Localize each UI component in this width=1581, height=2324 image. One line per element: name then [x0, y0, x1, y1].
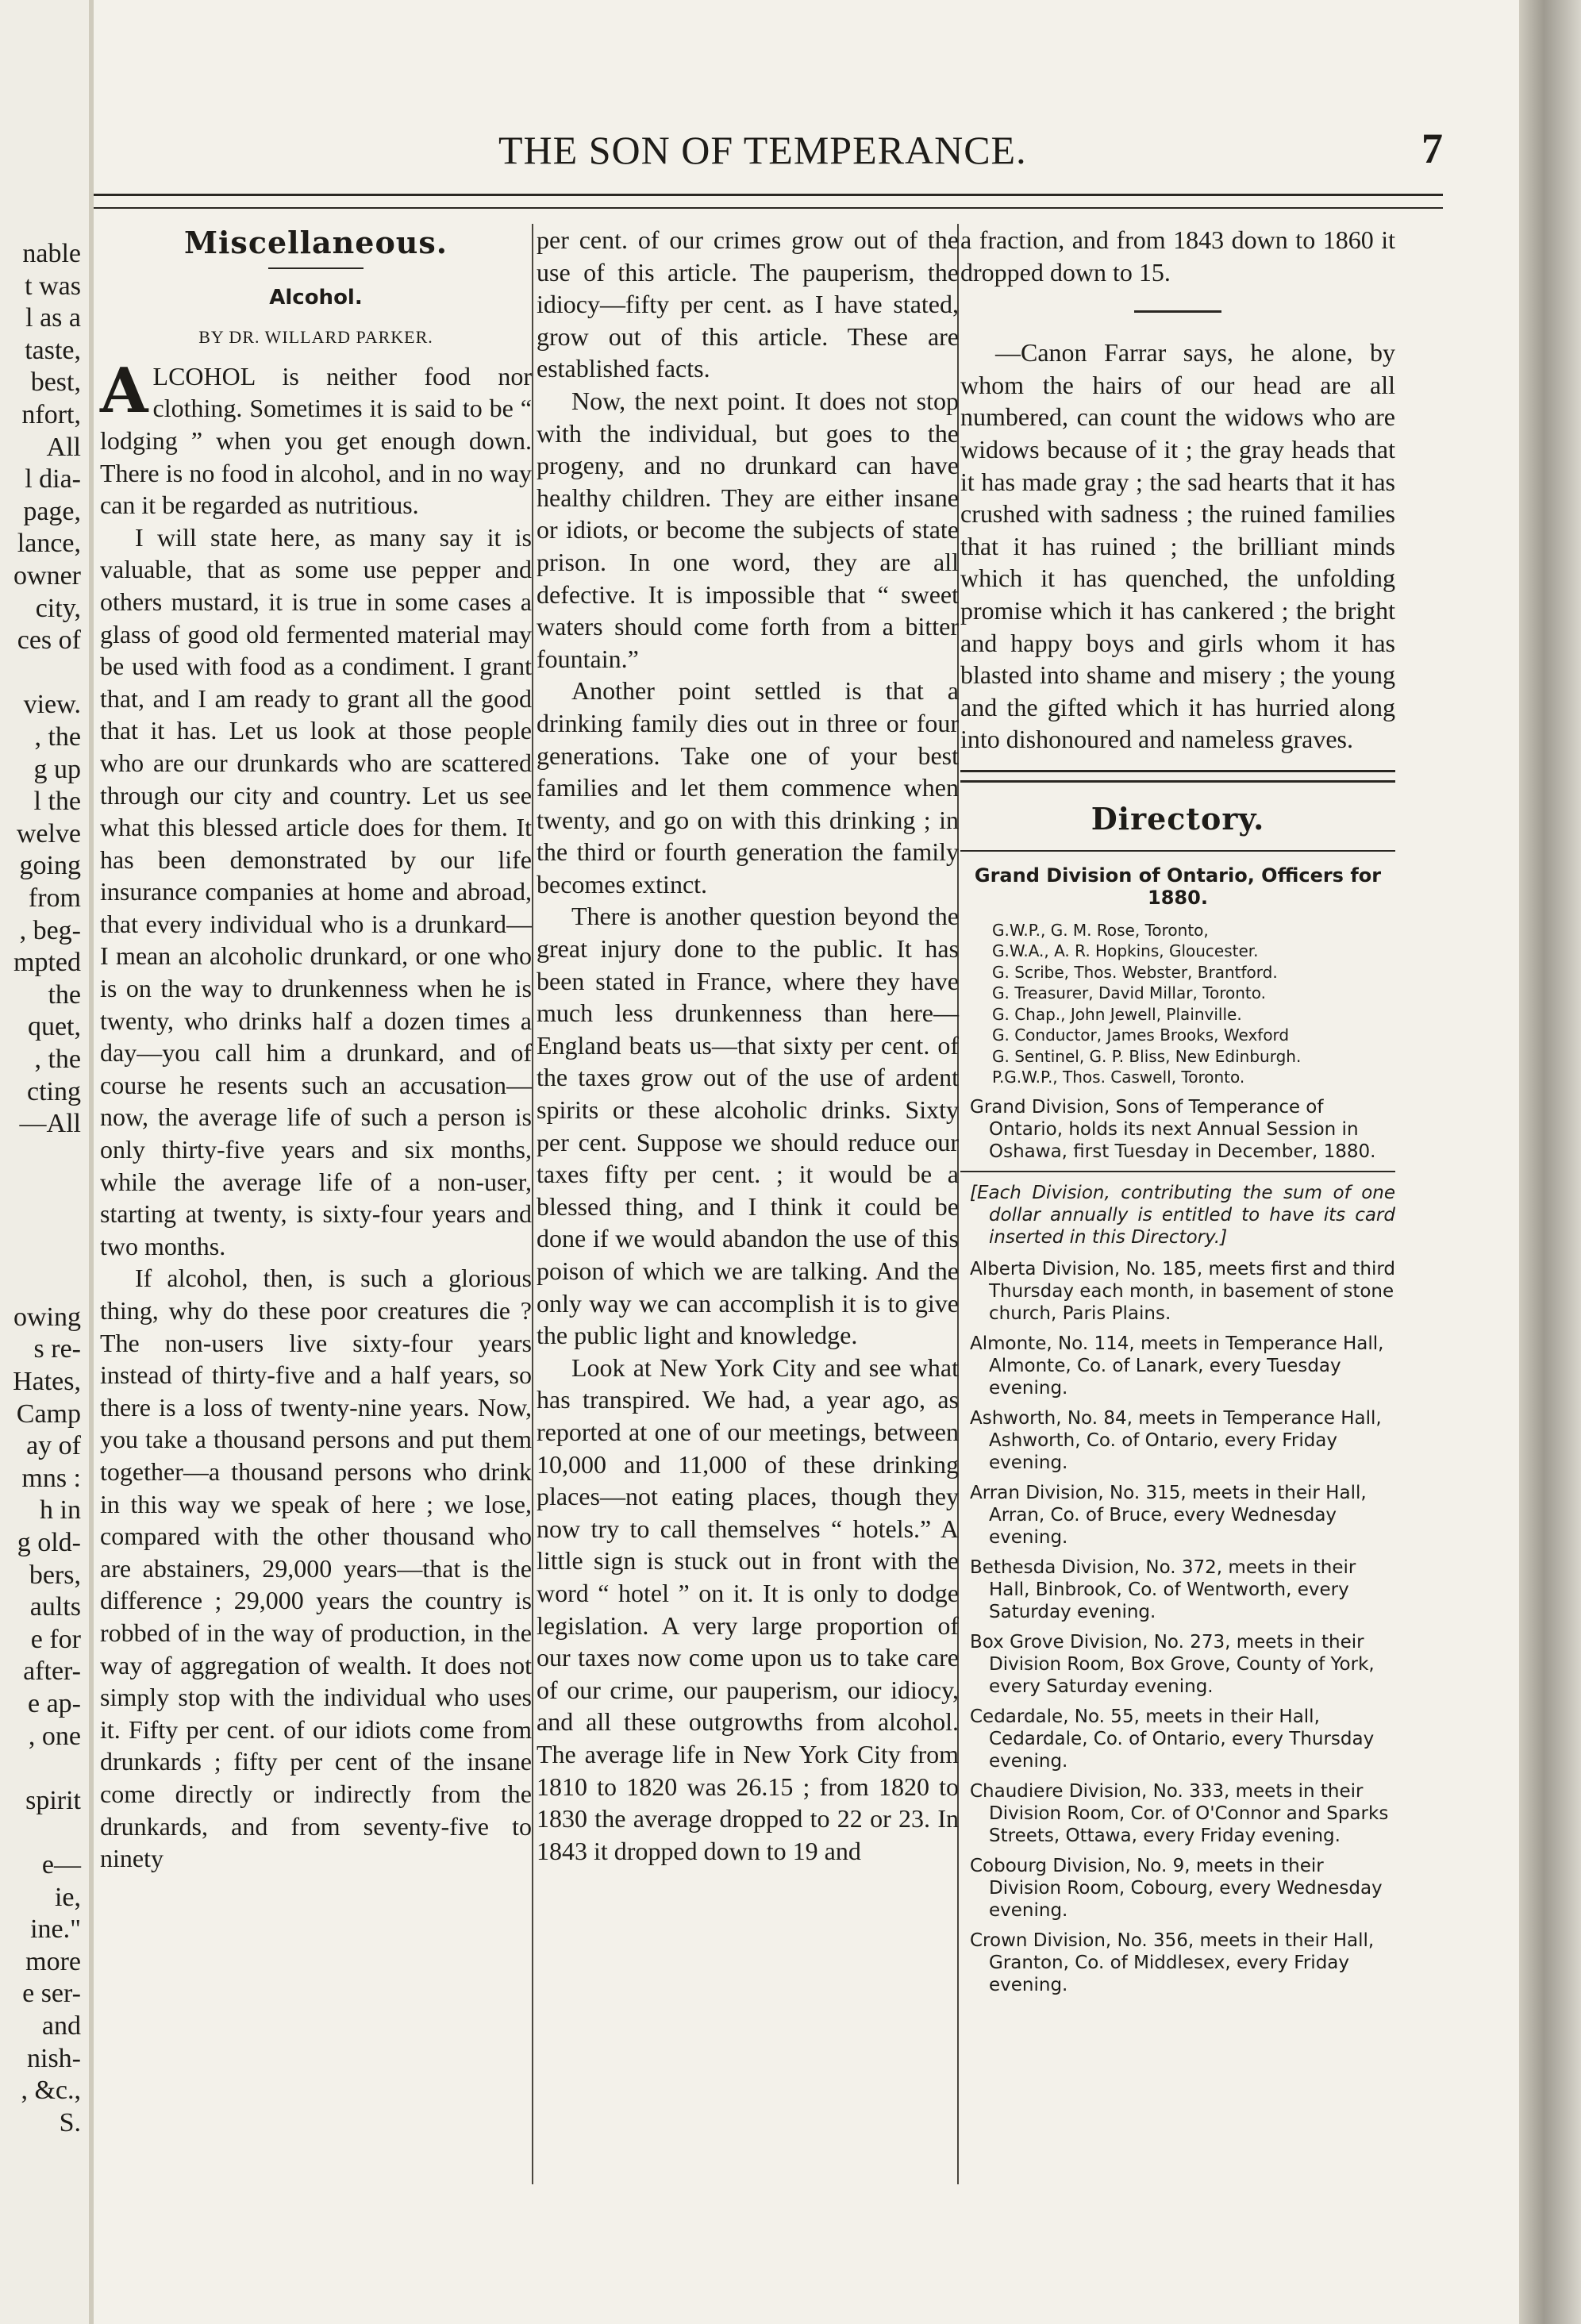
book-edge — [1519, 0, 1581, 2324]
adjacent-page-fragment: welve — [16, 818, 81, 848]
separator-rule — [1134, 310, 1221, 313]
officer-line: G. Treasurer, David Millar, Toronto. — [992, 983, 1267, 1002]
adjacent-page-fragment: ces of — [17, 625, 81, 656]
directory-block — [960, 864, 1395, 1996]
adjacent-page-fragment: e for — [30, 1624, 81, 1654]
section-heading-directory: Directory. — [1091, 800, 1265, 837]
directory-entry: Cobourg Division, No. 9, meets in their Division Room, Cobourg, every Wednesday evening. — [970, 1855, 1383, 1921]
grand-division-title: Grand Division of Ontario, Officers for 1880. — [974, 864, 1382, 909]
adjacent-page-fragment: Camp — [16, 1399, 81, 1429]
article-paragraph: If alcohol, then, is such a glorious thing, why do these poor creatures die ? The non-users live sixty-four years instead of thirty-five and a half years, so there is a loss of twenty-nine years. Now, you take a thousand persons and put them together—a thousand persons who drink in this way we speak of here ; we lose, compared with the other thousand who are abstainers, 29,000 years—that is the difference ; 29,000 years the country is robbed of in the way of production, in the way of aggregation of wealth. It does not simply stop with the individual who uses it. Fifty per cent. of our idiots come from drunkards ; fifty per cent of the insane come directly or indirectly from the drunkards, and from seventy-five to ninety — [100, 1264, 532, 1873]
adjacent-page-strip — [0, 0, 94, 2324]
article-paragraph: I will state here, as many say it is valuable, that as some use pepper and others mustard, it is true in some cases a glass of good old fermented material may be used with food as a condiment. I grant that, and I am ready to grant all the good that it has. Let us look at those people who are our drunkards who are scattered through our city and country. Let us see what this blessed article does for them. It has been demonstrated by our life insurance companies at home and abroad, that every individual who is a drunkard—I mean an alcoholic drunkard, or one who is on the way to drunkenness when he is twenty, who drinks half a dozen times a day—you call him a drunkard, and of course he resents such an accusation—now, the average life of such a person is only thirty-five years and six months, while the average life of a non-user, starting at twenty, is sixty-four years and two months. — [100, 522, 532, 1260]
officer-line: G. Chap., John Jewell, Plainville. — [992, 1004, 1242, 1024]
adjacent-page-fragment: g up — [33, 754, 81, 784]
column-1 — [100, 224, 532, 1875]
directory-entry: Chaudiere Division, No. 333, meets in their Division Room, Cor. of O'Connor and Sparks Streets, Ottawa, every Friday evening. — [970, 1780, 1389, 1846]
adjacent-page-fragment: Hates, — [13, 1367, 81, 1396]
adjacent-page-fragment: l dia- — [25, 464, 81, 494]
adjacent-page-fragment: S. — [59, 2107, 81, 2137]
adjacent-page-fragment: , &c., — [21, 2076, 81, 2106]
adjacent-page-fragment: ie, — [54, 1882, 81, 1912]
column-3 — [960, 224, 1395, 2004]
byline: BY DR. WILLARD PARKER. — [198, 327, 433, 348]
article-paragraph: per cent. of our crimes grow out of the use of this article. The pauperism, the idiocy—fifty per cent. as I have stated, grow out of this article. These are established facts. — [537, 225, 959, 383]
adjacent-page-fragment: view. — [23, 690, 81, 720]
adjacent-page-fragment: mns : — [21, 1463, 81, 1493]
directory-entry: Bethesda Division, No. 372, meets in their Hall, Binbrook, Co. of Wentworth, every Saturday evening. — [970, 1556, 1356, 1622]
adjacent-page-fragment: All — [46, 432, 81, 462]
article-title: Alcohol. — [269, 285, 363, 310]
section-heading-miscellaneous: Miscellaneous. — [183, 225, 448, 260]
double-rule — [960, 770, 1395, 783]
adjacent-page-fragment: ay of — [26, 1431, 81, 1461]
adjacent-page-fragment: , one — [28, 1721, 81, 1751]
directory-entry: Ashworth, No. 84, meets in Temperance Hall, Ashworth, Co. of Ontario, every Friday evening. — [970, 1407, 1382, 1473]
adjacent-page-fragment: owner — [13, 561, 81, 591]
newspaper-page — [94, 0, 1519, 2324]
adjacent-page-fragment: best, — [30, 367, 81, 398]
adjacent-page-fragment: the — [48, 979, 81, 1010]
adjacent-page-fragment: t was — [25, 271, 81, 301]
running-head — [94, 127, 1443, 183]
adjacent-page-fragment: e ser- — [22, 1979, 81, 2009]
adjacent-page-fragment: nable — [22, 239, 81, 268]
officer-line: G.W.P., G. M. Rose, Toronto, — [992, 920, 1209, 940]
adjacent-page-fragment: , the — [34, 722, 81, 752]
drop-cap: A — [100, 354, 148, 427]
page-number: 7 — [1421, 125, 1443, 172]
adjacent-page-fragment: —All — [19, 1109, 81, 1139]
adjacent-page-fragment: mpted — [13, 948, 81, 978]
adjacent-page-fragment: bers, — [29, 1560, 81, 1590]
directory-rule — [960, 850, 1395, 852]
officer-line: G.W.A., A. R. Hopkins, Gloucester. — [992, 941, 1259, 960]
article-paragraph: Look at New York City and see what has transpired. We had, a year ago, as reported at one of our meetings, between 10,000 and 11,000 of these drinking places—not eating places, though they now try to call themselves “ hotels.” A little sign is stuck out in front with the word “ hotel ” on it. It is only to dodge legislation. A very large proportion of our taxes now come upon us to take care of our crime, our pauperism, our idiocy, and all these outgrowths from alcohol. The average life in New York City from 1810 to 1820 was 26.15 ; from 1820 to 1830 the average dropped to 22 or 23. In 1843 it dropped down to 19 and — [537, 1352, 959, 1865]
adjacent-page-fragment: spirit — [25, 1785, 81, 1815]
adjacent-page-fragment: page, — [23, 496, 81, 526]
adjacent-page-fragment: h in — [40, 1495, 81, 1526]
adjacent-page-fragment: nish- — [27, 2043, 81, 2073]
header-rule — [94, 194, 1443, 209]
article-paragraph: There is another question beyond the great injury done to the public. It has been stated in France, where they have much less drunkenness than here—England beats us—that sixty per cent. of the taxes grow out of the use of ardent spirits or these alcoholic drinks. Sixty per cent. Suppose we should reduce our taxes fifty per cent. ; it would be a blessed thing, and I think it could be done if we would abandon the use of this poison of which we are talking. And the only way we can accomplish it is to give the public light and knowledge. — [537, 902, 959, 1350]
article-paragraph: ALCOHOL is neither food nor clothing. Sometimes it is said to be “ lodging ” when you get enough down. There is no food in alcohol, and in no way can it be regarded as nutritious. — [100, 354, 532, 520]
adjacent-page-fragment: l the — [33, 787, 81, 817]
adjacent-page-fragment: e ap- — [27, 1689, 81, 1718]
adjacent-page-fragment: going — [19, 851, 81, 881]
directory-entry: Cedardale, No. 55, meets in their Hall, Cedardale, Co. of Ontario, every Thursday evening. — [970, 1706, 1375, 1772]
adjacent-page-fragment: more — [25, 1946, 81, 1976]
adjacent-page-fragment: , beg- — [19, 915, 81, 945]
directory-rule — [960, 1171, 1395, 1172]
directory-entry: Almonte, No. 114, meets in Temperance Hall, Almonte, Co. of Lanark, every Tuesday evening. — [970, 1333, 1384, 1399]
adjacent-page-fragment: owing — [13, 1302, 81, 1332]
adjacent-page-fragment: taste, — [25, 335, 81, 365]
adjacent-page-fragment: nfort, — [21, 400, 81, 429]
adjacent-page-fragment: quet, — [27, 1012, 81, 1042]
adjacent-page-fragment: aults — [29, 1592, 81, 1622]
directory-entry: Crown Division, No. 356, meets in their Hall, Granton, Co. of Middlesex, every Friday evening. — [970, 1930, 1375, 1995]
column-2 — [537, 224, 959, 1867]
officers-list — [960, 920, 1395, 1088]
directory-entry: Alberta Division, No. 185, meets first and third Thursday each month, in basement of stone church, Paris Plains. — [970, 1258, 1396, 1324]
farrar-paragraph: —Canon Farrar says, he alone, by whom the hairs of our head are all numbered, can count the widows who are widows because of it ; the gray heads that it has made gray ; the sad hearts that it has crushed with sadness ; the ruined families that it has ruined ; the brilliant minds which it has quenched, the unfolding promise which it has cankered ; the bright and happy boys and girls whom it has blasted into shame and misery ; the young and the gifted which it has hurried along into dishonoured and nameless graves. — [960, 338, 1395, 754]
article-paragraph: Another point settled is that a drinking family dies out in three or four generations. Take one of your best families and let them commence when twenty, and go on with this drinking ; in the third or fourth generation the family becomes extinct. — [537, 676, 959, 898]
directory-entry: Box Grove Division, No. 273, meets in their Division Room, Box Grove, County of York, every Saturday evening. — [970, 1631, 1375, 1697]
grand-division-note: Grand Division, Sons of Temperance of Ontario, holds its next Annual Session in Oshawa, first Tuesday in December, 1880. — [970, 1096, 1376, 1162]
adjacent-page-fragment: after- — [23, 1656, 81, 1687]
column-rule-1 — [532, 224, 533, 2184]
adjacent-page-fragment: e— — [41, 1850, 81, 1880]
article-paragraph: Now, the next point. It does not stop with the individual, but goes to the progeny, and no drunkard can have healthy children. They are either insane or idiots, or become the subjects of state prison. In one word, they are all defective. It is impossible that “ sweet waters should come forth from a bitter fountain.” — [537, 386, 959, 673]
contributing-note: [Each Division, contributing the sum of one dollar annually is entitled to have its card inserted in this Directory.] — [970, 1182, 1395, 1248]
officer-line: G. Conductor, James Brooks, Wexford — [992, 1025, 1290, 1045]
adjacent-page-fragment: lance, — [17, 529, 81, 559]
directory-entries — [960, 1258, 1395, 1996]
officer-line: G. Scribe, Thos. Webster, Brantford. — [992, 962, 1278, 982]
officer-line: G. Sentinel, G. P. Bliss, New Edinburgh. — [992, 1046, 1302, 1066]
article-paragraph: a fraction, and from 1843 down to 1860 it dropped down to 15. — [960, 225, 1395, 287]
adjacent-page-fragment: l as a — [25, 303, 81, 333]
section-rule — [268, 267, 364, 269]
adjacent-page-fragment: ine." — [30, 1914, 81, 1945]
adjacent-page-fragment: from — [28, 883, 81, 913]
adjacent-page-fragment: g old- — [17, 1528, 81, 1557]
adjacent-page-fragment: city, — [35, 593, 81, 623]
officer-line: P.G.W.P., Thos. Caswell, Toronto. — [992, 1068, 1245, 1087]
running-title: THE SON OF TEMPERANCE. — [498, 128, 1027, 172]
adjacent-page-fragment: s re- — [33, 1334, 81, 1364]
adjacent-page-fragment: , the — [34, 1045, 81, 1074]
directory-entry: Arran Division, No. 315, meets in their Hall, Arran, Co. of Bruce, every Wednesday evening. — [970, 1482, 1367, 1548]
adjacent-page-fragment: and — [41, 2011, 81, 2041]
adjacent-page-fragment: cting — [27, 1076, 81, 1106]
